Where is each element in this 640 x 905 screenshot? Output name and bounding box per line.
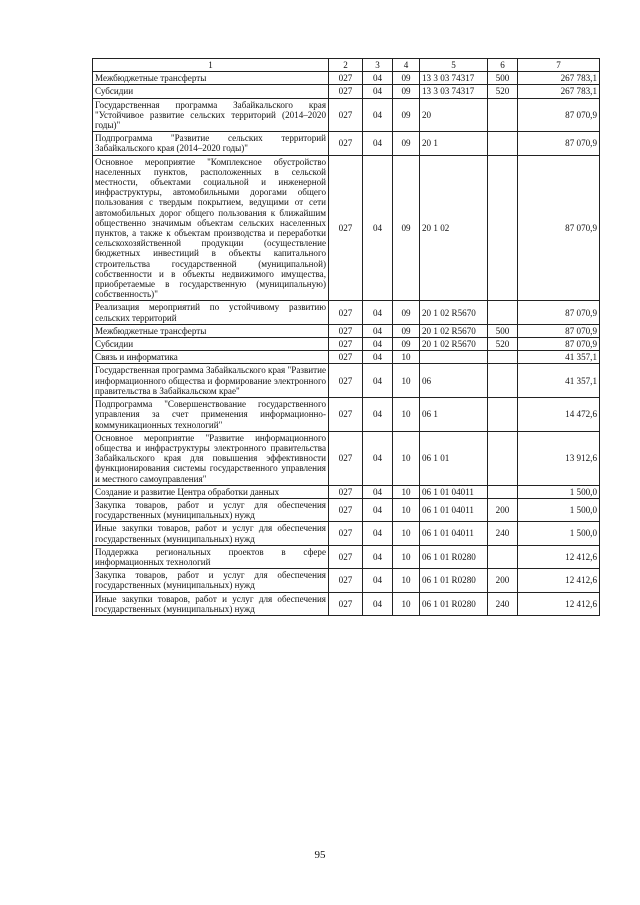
row-c2-cell: 027 — [329, 301, 363, 324]
row-c2-cell: 027 — [329, 338, 363, 351]
row-c7-cell: 13 912,6 — [518, 431, 600, 485]
row-c4-cell: 09 — [393, 72, 420, 85]
header-cell: 3 — [363, 59, 393, 72]
row-name-cell: Государственная программа Забайкальского края "Устойчивое развитие сельских территорий (2014–2020 годы)" — [93, 98, 329, 132]
row-c5-cell: 20 — [420, 98, 488, 132]
row-c3-cell: 04 — [363, 98, 393, 132]
row-c5-cell: 20 1 — [420, 132, 488, 155]
row-c4-cell: 09 — [393, 155, 420, 301]
row-c6-cell — [488, 485, 518, 498]
table-row — [93, 301, 600, 324]
table-row — [93, 72, 600, 85]
row-name-cell: Связь и информатика — [93, 351, 329, 364]
row-c2-cell: 027 — [329, 351, 363, 364]
row-c3-cell: 04 — [363, 522, 393, 545]
row-c7-cell: 87 070,9 — [518, 338, 600, 351]
row-c3-cell: 04 — [363, 364, 393, 398]
table-header-row — [93, 59, 600, 72]
header-cell: 1 — [93, 59, 329, 72]
budget-table — [92, 58, 600, 616]
row-name-cell: Субсидии — [93, 338, 329, 351]
row-c7-cell: 1 500,0 — [518, 485, 600, 498]
row-c7-cell: 41 357,1 — [518, 364, 600, 398]
row-c7-cell: 87 070,9 — [518, 132, 600, 155]
row-c5-cell: 20 1 02 R5670 — [420, 324, 488, 337]
row-c6-cell: 500 — [488, 324, 518, 337]
row-c5-cell: 20 1 02 — [420, 155, 488, 301]
row-c2-cell: 027 — [329, 324, 363, 337]
row-c6-cell: 240 — [488, 522, 518, 545]
row-c4-cell: 10 — [393, 569, 420, 592]
page-number: 95 — [314, 849, 326, 861]
row-c3-cell: 04 — [363, 155, 393, 301]
table-row — [93, 569, 600, 592]
row-c4-cell: 10 — [393, 398, 420, 432]
table-row — [93, 485, 600, 498]
row-c7-cell: 87 070,9 — [518, 324, 600, 337]
row-c5-cell: 20 1 02 R5670 — [420, 338, 488, 351]
row-c5-cell: 06 1 01 04011 — [420, 485, 488, 498]
row-c6-cell: 200 — [488, 498, 518, 521]
row-c6-cell: 500 — [488, 72, 518, 85]
row-c6-cell — [488, 398, 518, 432]
row-c4-cell: 09 — [393, 98, 420, 132]
row-c6-cell: 240 — [488, 592, 518, 615]
row-c7-cell: 14 472,6 — [518, 398, 600, 432]
table-row — [93, 398, 600, 432]
row-c6-cell — [488, 98, 518, 132]
row-c3-cell: 04 — [363, 398, 393, 432]
row-c2-cell: 027 — [329, 569, 363, 592]
row-c2-cell: 027 — [329, 364, 363, 398]
header-cell: 5 — [420, 59, 488, 72]
row-name-cell: Закупка товаров, работ и услуг для обеспечения государственных (муниципальных) нужд — [93, 498, 329, 521]
row-c3-cell: 04 — [363, 72, 393, 85]
row-c7-cell: 41 357,1 — [518, 351, 600, 364]
row-c5-cell: 06 1 — [420, 398, 488, 432]
table-row — [93, 522, 600, 545]
row-c4-cell: 10 — [393, 364, 420, 398]
row-c6-cell: 520 — [488, 338, 518, 351]
row-c5-cell: 06 1 01 R0280 — [420, 592, 488, 615]
row-c5-cell: 06 1 01 R0280 — [420, 569, 488, 592]
row-c6-cell — [488, 351, 518, 364]
row-name-cell: Создание и развитие Центра обработки данных — [93, 485, 329, 498]
header-cell: 6 — [488, 59, 518, 72]
row-c5-cell: 06 1 01 R0280 — [420, 545, 488, 568]
row-c4-cell: 09 — [393, 132, 420, 155]
row-c2-cell: 027 — [329, 72, 363, 85]
row-c7-cell: 267 783,1 — [518, 72, 600, 85]
row-c7-cell: 12 412,6 — [518, 545, 600, 568]
row-c4-cell: 10 — [393, 431, 420, 485]
row-c4-cell: 09 — [393, 85, 420, 98]
row-c5-cell — [420, 351, 488, 364]
row-name-cell: Межбюджетные трансферты — [93, 72, 329, 85]
row-name-cell: Иные закупки товаров, работ и услуг для обеспечения государственных (муниципальных) нужд — [93, 522, 329, 545]
row-c6-cell — [488, 132, 518, 155]
row-c4-cell: 10 — [393, 592, 420, 615]
row-c3-cell: 04 — [363, 498, 393, 521]
row-name-cell: Основное мероприятие "Комплексное обустройство населенных пунктов, расположенных в сельской местности, объектами социальной и инженерной инфраструктуры, автомобильными дорогами общего пользования с твердым покрытием, ведущими от сети автомобильных дорог общего пользования к ближайшим общественно значимым объектам сельских населенных пунктов, а также к объектам производства и переработки сельскохозяйственной продукции (осуществление бюджетных инвестиций в объекты капитального строительства государственной (муниципальной) собственности и в объекты недвижимого имущества, приобретаемые в государственную (муниципальную) собственность)" — [93, 155, 329, 301]
row-c7-cell: 87 070,9 — [518, 301, 600, 324]
row-c3-cell: 04 — [363, 132, 393, 155]
row-name-cell: Поддержка региональных проектов в сфере информационных технологий — [93, 545, 329, 568]
row-c5-cell: 06 1 01 — [420, 431, 488, 485]
row-c5-cell: 20 1 02 R5670 — [420, 301, 488, 324]
row-c2-cell: 027 — [329, 545, 363, 568]
row-c4-cell: 10 — [393, 485, 420, 498]
row-c3-cell: 04 — [363, 431, 393, 485]
row-c5-cell: 06 1 01 04011 — [420, 498, 488, 521]
row-c2-cell: 027 — [329, 498, 363, 521]
row-c7-cell: 87 070,9 — [518, 155, 600, 301]
row-c2-cell: 027 — [329, 485, 363, 498]
row-c7-cell: 1 500,0 — [518, 498, 600, 521]
row-c2-cell: 027 — [329, 132, 363, 155]
row-name-cell: Межбюджетные трансферты — [93, 324, 329, 337]
row-c3-cell: 04 — [363, 545, 393, 568]
table-row — [93, 592, 600, 615]
row-c3-cell: 04 — [363, 338, 393, 351]
table-row — [93, 132, 600, 155]
table-row — [93, 85, 600, 98]
table-body — [93, 59, 600, 616]
row-c3-cell: 04 — [363, 324, 393, 337]
row-c4-cell: 10 — [393, 351, 420, 364]
row-c5-cell: 13 3 03 74317 — [420, 72, 488, 85]
row-c6-cell: 520 — [488, 85, 518, 98]
row-c5-cell: 06 1 01 04011 — [420, 522, 488, 545]
row-c4-cell: 09 — [393, 324, 420, 337]
row-c5-cell: 06 — [420, 364, 488, 398]
header-cell: 7 — [518, 59, 600, 72]
row-c4-cell: 10 — [393, 498, 420, 521]
row-c3-cell: 04 — [363, 85, 393, 98]
row-c4-cell: 10 — [393, 545, 420, 568]
header-cell: 2 — [329, 59, 363, 72]
row-c2-cell: 027 — [329, 155, 363, 301]
row-c7-cell: 267 783,1 — [518, 85, 600, 98]
row-c6-cell — [488, 431, 518, 485]
row-c2-cell: 027 — [329, 98, 363, 132]
row-c2-cell: 027 — [329, 592, 363, 615]
row-c6-cell — [488, 545, 518, 568]
row-c3-cell: 04 — [363, 351, 393, 364]
table-row — [93, 431, 600, 485]
row-c5-cell: 13 3 03 74317 — [420, 85, 488, 98]
row-c6-cell — [488, 155, 518, 301]
row-c3-cell: 04 — [363, 301, 393, 324]
row-c3-cell: 04 — [363, 592, 393, 615]
row-c2-cell: 027 — [329, 398, 363, 432]
row-c2-cell: 027 — [329, 431, 363, 485]
row-c7-cell: 12 412,6 — [518, 592, 600, 615]
row-c2-cell: 027 — [329, 522, 363, 545]
row-c2-cell: 027 — [329, 85, 363, 98]
table-row — [93, 155, 600, 301]
row-c6-cell — [488, 301, 518, 324]
table-row — [93, 364, 600, 398]
row-name-cell: Реализация мероприятий по устойчивому развитию сельских территорий — [93, 301, 329, 324]
row-c6-cell — [488, 364, 518, 398]
row-name-cell: Закупка товаров, работ и услуг для обеспечения государственных (муниципальных) нужд — [93, 569, 329, 592]
table-row — [93, 545, 600, 568]
table-row — [93, 351, 600, 364]
table-row — [93, 324, 600, 337]
row-c3-cell: 04 — [363, 569, 393, 592]
row-c7-cell: 1 500,0 — [518, 522, 600, 545]
table-row — [93, 338, 600, 351]
row-c4-cell: 09 — [393, 301, 420, 324]
row-name-cell: Подпрограмма "Совершенствование государственного управления за счет применения информационно-коммуникационных технологий" — [93, 398, 329, 432]
table-row — [93, 98, 600, 132]
row-c4-cell: 10 — [393, 522, 420, 545]
header-cell: 4 — [393, 59, 420, 72]
row-name-cell: Государственная программа Забайкальского края "Развитие информационного общества и формирование электронного правительства в Забайкальском крае" — [93, 364, 329, 398]
table-row — [93, 498, 600, 521]
row-name-cell: Субсидии — [93, 85, 329, 98]
row-name-cell: Подпрограмма "Развитие сельских территорий Забайкальского края (2014–2020 годы)" — [93, 132, 329, 155]
row-c7-cell: 12 412,6 — [518, 569, 600, 592]
row-name-cell: Основное мероприятие "Развитие информационного общества и инфраструктуры электронного правительства Забайкальского края для повышения эффективности функционирования системы государственного управления и местного самоуправления" — [93, 431, 329, 485]
row-c3-cell: 04 — [363, 485, 393, 498]
row-c4-cell: 09 — [393, 338, 420, 351]
row-c7-cell: 87 070,9 — [518, 98, 600, 132]
row-c6-cell: 200 — [488, 569, 518, 592]
row-name-cell: Иные закупки товаров, работ и услуг для обеспечения государственных (муниципальных) нужд — [93, 592, 329, 615]
